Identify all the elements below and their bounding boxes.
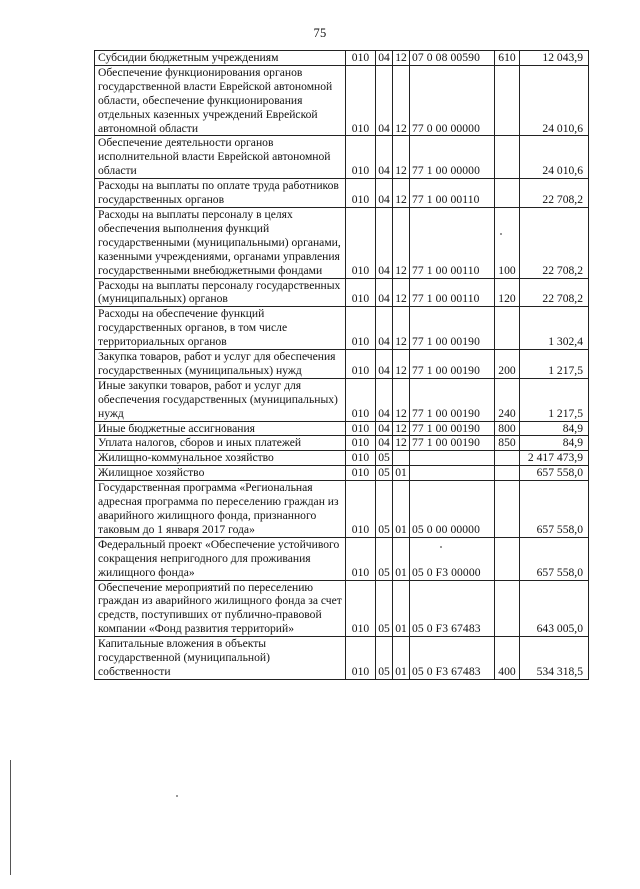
row-name: Жилищно-коммунальное хозяйство bbox=[95, 451, 346, 466]
row-name: Иные закупки товаров, работ и услуг для обеспечения государственных (муниципальных) нужд bbox=[95, 378, 346, 421]
row-section-code: 04 bbox=[376, 421, 393, 436]
row-target-item-code: 77 0 00 00000 bbox=[410, 65, 495, 136]
row-name: Субсидии бюджетным учреждениям bbox=[95, 51, 346, 66]
row-section-code: 04 bbox=[376, 51, 393, 66]
scan-margin-line bbox=[10, 760, 11, 875]
row-subsection-code: 01 bbox=[393, 537, 410, 580]
row-name: Расходы на выплаты персоналу в целях обеспечения выполнения функций государственными (муниципальными) органами, казенными учреждениями, органами управления государственными внебюджетными фондами bbox=[95, 207, 346, 278]
table-row bbox=[95, 179, 589, 208]
row-expense-type-code bbox=[495, 136, 520, 179]
row-name: Федеральный проект «Обеспечение устойчивого сокращения непригодного для проживания жилищного фонда» bbox=[95, 537, 346, 580]
table-row bbox=[95, 307, 589, 350]
row-ministry-code: 010 bbox=[346, 451, 376, 466]
row-ministry-code: 010 bbox=[346, 421, 376, 436]
table-row bbox=[95, 451, 589, 466]
row-ministry-code: 010 bbox=[346, 51, 376, 66]
row-subsection-code: 12 bbox=[393, 421, 410, 436]
table-row bbox=[95, 136, 589, 179]
row-amount: 2 417 473,9 bbox=[520, 451, 589, 466]
row-amount: 22 708,2 bbox=[520, 278, 589, 307]
row-subsection-code: 12 bbox=[393, 65, 410, 136]
row-amount: 1 217,5 bbox=[520, 350, 589, 379]
row-section-code: 04 bbox=[376, 179, 393, 208]
row-amount: 24 010,6 bbox=[520, 65, 589, 136]
row-ministry-code: 010 bbox=[346, 537, 376, 580]
row-section-code: 04 bbox=[376, 378, 393, 421]
row-subsection-code: 01 bbox=[393, 481, 410, 538]
row-expense-type-code bbox=[495, 580, 520, 637]
row-subsection-code: 12 bbox=[393, 179, 410, 208]
row-expense-type-code bbox=[495, 65, 520, 136]
row-target-item-code: 77 1 00 00110 bbox=[410, 207, 495, 278]
row-expense-type-code: 240 bbox=[495, 378, 520, 421]
row-amount: 657 558,0 bbox=[520, 481, 589, 538]
row-subsection-code: 12 bbox=[393, 278, 410, 307]
table-row bbox=[95, 51, 589, 66]
row-target-item-code: 77 1 00 00190 bbox=[410, 436, 495, 451]
row-target-item-code: 77 1 00 00110 bbox=[410, 278, 495, 307]
row-target-item-code: 77 1 00 00190 bbox=[410, 421, 495, 436]
row-name: Обеспечение функционирования органов государственной власти Еврейской автономной области, обеспечение функционирования отдельных казенных учреждений Еврейской автономной области bbox=[95, 65, 346, 136]
table-body bbox=[95, 51, 589, 680]
row-amount: 22 708,2 bbox=[520, 179, 589, 208]
row-expense-type-code bbox=[495, 307, 520, 350]
row-name: Расходы на выплаты по оплате труда работников государственных органов bbox=[95, 179, 346, 208]
row-expense-type-code bbox=[495, 451, 520, 466]
row-amount: 22 708,2 bbox=[520, 207, 589, 278]
row-subsection-code: 12 bbox=[393, 436, 410, 451]
row-section-code: 04 bbox=[376, 436, 393, 451]
table-row bbox=[95, 378, 589, 421]
row-section-code: 04 bbox=[376, 65, 393, 136]
row-expense-type-code bbox=[495, 481, 520, 538]
row-subsection-code: 01 bbox=[393, 580, 410, 637]
row-expense-type-code bbox=[495, 466, 520, 481]
table-row bbox=[95, 350, 589, 379]
row-target-item-code: 77 1 00 00190 bbox=[410, 378, 495, 421]
row-expense-type-code: 800 bbox=[495, 421, 520, 436]
row-amount: 84,9 bbox=[520, 421, 589, 436]
row-amount: 1 217,5 bbox=[520, 378, 589, 421]
row-amount: 1 302,4 bbox=[520, 307, 589, 350]
row-target-item-code: 05 0 F3 67483 bbox=[410, 637, 495, 680]
scan-speck bbox=[500, 233, 502, 235]
row-ministry-code: 010 bbox=[346, 307, 376, 350]
row-amount: 643 005,0 bbox=[520, 580, 589, 637]
page-number: 75 bbox=[313, 26, 327, 40]
row-section-code: 05 bbox=[376, 537, 393, 580]
row-subsection-code: 12 bbox=[393, 378, 410, 421]
table-row bbox=[95, 436, 589, 451]
row-ministry-code: 010 bbox=[346, 350, 376, 379]
table-row bbox=[95, 537, 589, 580]
row-section-code: 05 bbox=[376, 481, 393, 538]
row-name: Капитальные вложения в объекты государственной (муниципальной) собственности bbox=[95, 637, 346, 680]
row-section-code: 05 bbox=[376, 451, 393, 466]
row-ministry-code: 010 bbox=[346, 278, 376, 307]
row-subsection-code: 01 bbox=[393, 466, 410, 481]
row-section-code: 04 bbox=[376, 307, 393, 350]
row-expense-type-code: 850 bbox=[495, 436, 520, 451]
row-section-code: 04 bbox=[376, 350, 393, 379]
table-row bbox=[95, 421, 589, 436]
row-section-code: 05 bbox=[376, 580, 393, 637]
row-amount: 84,9 bbox=[520, 436, 589, 451]
row-name: Расходы на обеспечение функций государственных органов, в том числе территориальных органов bbox=[95, 307, 346, 350]
row-amount: 12 043,9 bbox=[520, 51, 589, 66]
scan-speck bbox=[440, 546, 442, 548]
row-subsection-code bbox=[393, 451, 410, 466]
row-target-item-code: 05 0 F3 67483 bbox=[410, 580, 495, 637]
row-expense-type-code: 120 bbox=[495, 278, 520, 307]
row-target-item-code: 77 1 00 00000 bbox=[410, 136, 495, 179]
row-target-item-code bbox=[410, 451, 495, 466]
row-expense-type-code bbox=[495, 179, 520, 208]
row-name: Обеспечение деятельности органов исполнительной власти Еврейской автономной области bbox=[95, 136, 346, 179]
row-target-item-code: 77 1 00 00110 bbox=[410, 179, 495, 208]
row-target-item-code bbox=[410, 466, 495, 481]
row-expense-type-code: 400 bbox=[495, 637, 520, 680]
row-expense-type-code: 100 bbox=[495, 207, 520, 278]
row-ministry-code: 010 bbox=[346, 481, 376, 538]
row-subsection-code: 12 bbox=[393, 207, 410, 278]
row-subsection-code: 01 bbox=[393, 637, 410, 680]
row-name: Иные бюджетные ассигнования bbox=[95, 421, 346, 436]
table-row bbox=[95, 481, 589, 538]
row-amount: 657 558,0 bbox=[520, 537, 589, 580]
row-ministry-code: 010 bbox=[346, 136, 376, 179]
row-section-code: 05 bbox=[376, 637, 393, 680]
row-ministry-code: 010 bbox=[346, 637, 376, 680]
row-target-item-code: 77 1 00 00190 bbox=[410, 307, 495, 350]
row-name: Закупка товаров, работ и услуг для обеспечения государственных (муниципальных) нужд bbox=[95, 350, 346, 379]
row-amount: 24 010,6 bbox=[520, 136, 589, 179]
row-section-code: 04 bbox=[376, 278, 393, 307]
row-ministry-code: 010 bbox=[346, 207, 376, 278]
row-target-item-code: 07 0 08 00590 bbox=[410, 51, 495, 66]
row-subsection-code: 12 bbox=[393, 350, 410, 379]
row-expense-type-code: 610 bbox=[495, 51, 520, 66]
row-ministry-code: 010 bbox=[346, 65, 376, 136]
row-subsection-code: 12 bbox=[393, 307, 410, 350]
row-target-item-code: 05 0 00 00000 bbox=[410, 481, 495, 538]
row-subsection-code: 12 bbox=[393, 51, 410, 66]
row-section-code: 04 bbox=[376, 207, 393, 278]
row-amount: 657 558,0 bbox=[520, 466, 589, 481]
row-ministry-code: 010 bbox=[346, 436, 376, 451]
table-row bbox=[95, 278, 589, 307]
table-row bbox=[95, 637, 589, 680]
row-name: Жилищное хозяйство bbox=[95, 466, 346, 481]
row-amount: 534 318,5 bbox=[520, 637, 589, 680]
row-ministry-code: 010 bbox=[346, 466, 376, 481]
scan-speck bbox=[176, 795, 178, 797]
budget-table bbox=[94, 50, 589, 680]
row-name: Уплата налогов, сборов и иных платежей bbox=[95, 436, 346, 451]
row-expense-type-code: 200 bbox=[495, 350, 520, 379]
table-row bbox=[95, 65, 589, 136]
row-section-code: 04 bbox=[376, 136, 393, 179]
row-name: Обеспечение мероприятий по переселению граждан из аварийного жилищного фонда за счет средств, поступивших от публично-правовой компании «Фонд развития территорий» bbox=[95, 580, 346, 637]
table-row bbox=[95, 580, 589, 637]
table-row bbox=[95, 207, 589, 278]
row-ministry-code: 010 bbox=[346, 378, 376, 421]
row-ministry-code: 010 bbox=[346, 580, 376, 637]
row-name: Государственная программа «Региональная адресная программа по переселению граждан из аварийного жилищного фонда, признанного таковым до 1 января 2017 года» bbox=[95, 481, 346, 538]
row-name: Расходы на выплаты персоналу государственных (муниципальных) органов bbox=[95, 278, 346, 307]
table-row bbox=[95, 466, 589, 481]
row-section-code: 05 bbox=[376, 466, 393, 481]
row-target-item-code: 77 1 00 00190 bbox=[410, 350, 495, 379]
row-subsection-code: 12 bbox=[393, 136, 410, 179]
row-target-item-code: 05 0 F3 00000 bbox=[410, 537, 495, 580]
row-expense-type-code bbox=[495, 537, 520, 580]
row-ministry-code: 010 bbox=[346, 179, 376, 208]
